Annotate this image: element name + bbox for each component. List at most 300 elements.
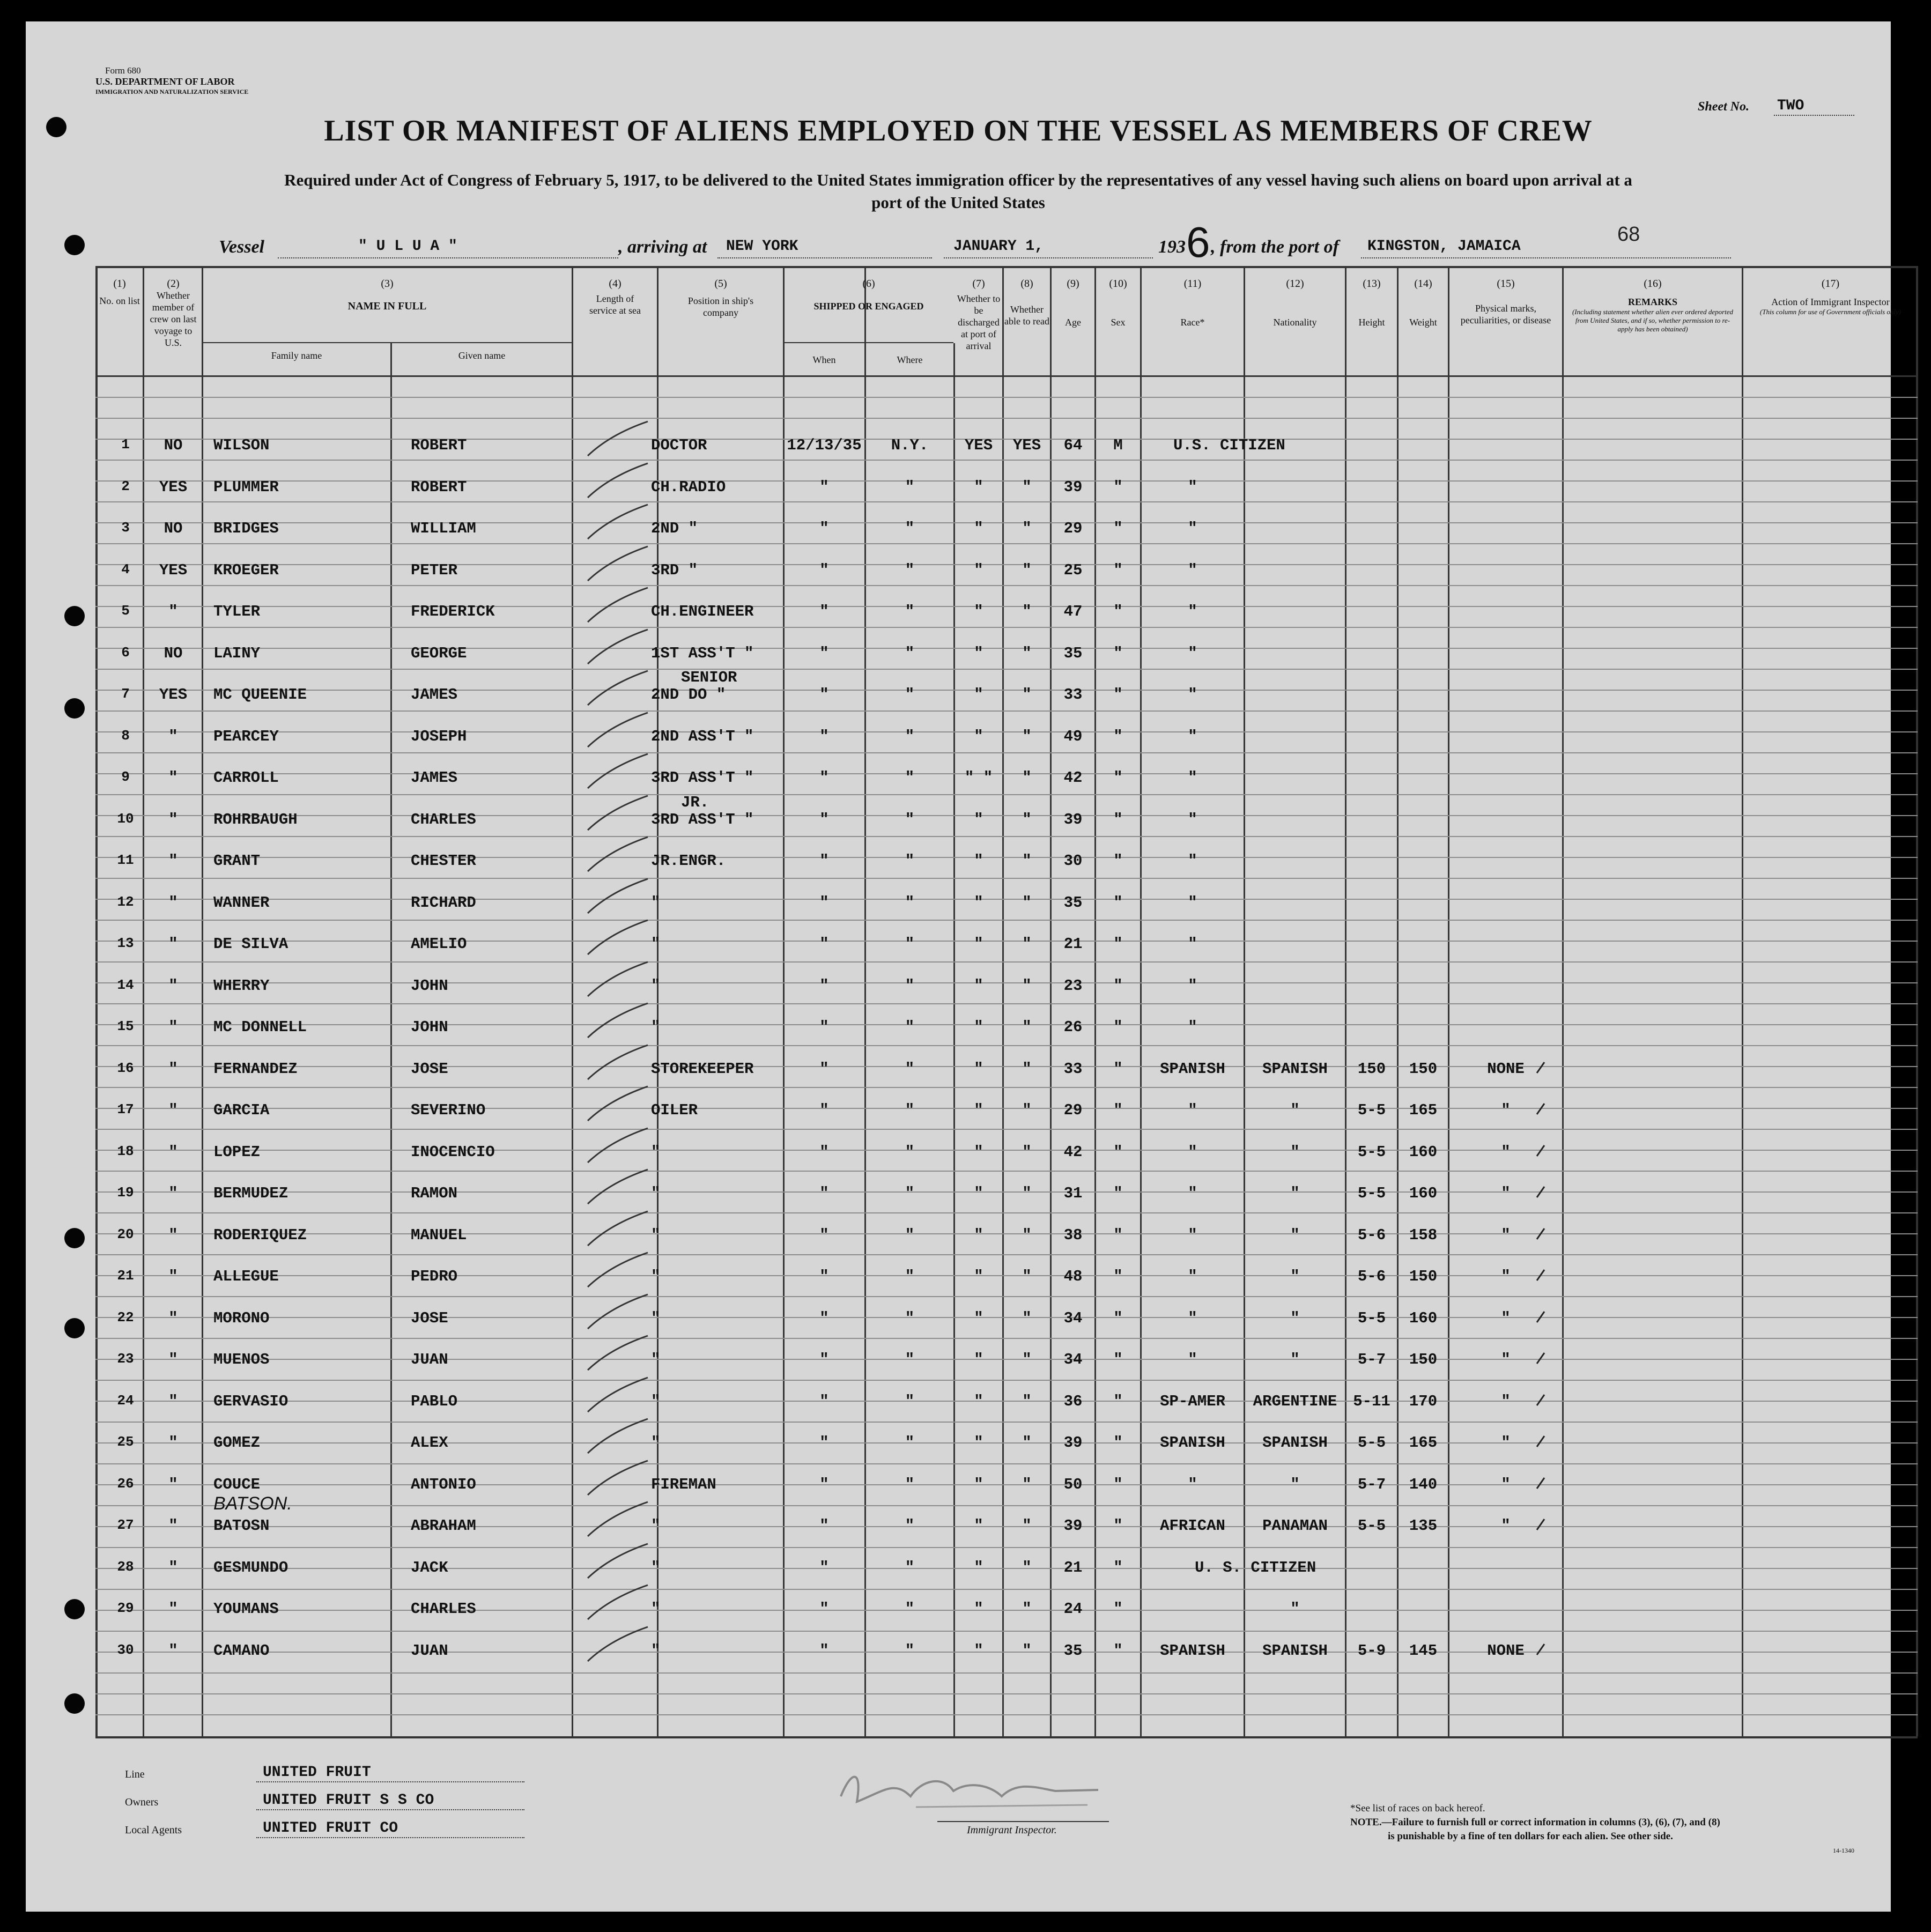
race: ": [1188, 1018, 1197, 1036]
discharged: YES: [964, 436, 993, 454]
sex: ": [1113, 1393, 1123, 1410]
previous-voyage: ": [168, 1060, 178, 1078]
col-14-header: (14) Weight: [1409, 278, 1437, 328]
shipped-where: ": [905, 1018, 915, 1036]
row-number: 15: [117, 1018, 134, 1034]
sex: ": [1113, 1101, 1123, 1119]
discharged: ": [974, 1351, 983, 1368]
discharged: ": [974, 1642, 983, 1660]
position-annotation: JR.: [681, 794, 709, 811]
weight: 150: [1409, 1351, 1438, 1368]
previous-voyage: ": [168, 1434, 178, 1452]
col-15-header: (15) Physical marks, peculiarities, or disease: [1460, 278, 1551, 325]
row-number: 8: [121, 728, 130, 744]
discharged: ": [974, 1600, 983, 1618]
given-name: INOCENCIO: [411, 1143, 495, 1161]
age: 50: [1063, 1476, 1083, 1493]
shipped-where: ": [905, 935, 915, 953]
given-name: RAMON: [411, 1185, 458, 1202]
race: ": [1188, 520, 1197, 537]
able-to-read: ": [1022, 478, 1032, 496]
discharged: ": [974, 1559, 983, 1576]
position: 3RD ": [651, 561, 698, 579]
weight: 160: [1409, 1309, 1438, 1327]
service-slash: [588, 1003, 648, 1038]
able-to-read: ": [1022, 811, 1032, 828]
able-to-read: ": [1022, 1060, 1032, 1078]
form-number: Form 680: [105, 65, 141, 76]
sex: ": [1113, 1060, 1123, 1078]
shipped-where: ": [905, 1600, 915, 1618]
shipped-where: ": [905, 478, 915, 496]
punch-hole: [64, 1693, 85, 1714]
position: ": [651, 1268, 661, 1285]
race: ": [1188, 1185, 1197, 1202]
physical-marks: NONE: [1487, 1060, 1525, 1078]
given-name: PEDRO: [411, 1268, 458, 1285]
sex: ": [1113, 478, 1123, 496]
check-mark: [1537, 1395, 1544, 1405]
given-name: GEORGE: [411, 645, 467, 662]
row-number: 12: [117, 894, 134, 910]
position: DOCTOR: [651, 436, 707, 454]
nationality: ARGENTINE: [1253, 1393, 1337, 1410]
physical-marks: ": [1501, 1351, 1511, 1368]
shipped-when: ": [819, 561, 829, 579]
row-number: 13: [117, 935, 134, 951]
nationality: ": [1290, 1309, 1300, 1327]
discharged: ": [974, 645, 983, 662]
weight: 165: [1409, 1434, 1438, 1452]
position: CH.ENGINEER: [651, 603, 754, 620]
discharged: ": [974, 728, 983, 745]
nationality: ": [1290, 1226, 1300, 1244]
weight: 158: [1409, 1226, 1438, 1244]
physical-marks: ": [1501, 1393, 1511, 1410]
nationality: ": [1290, 1351, 1300, 1368]
row-number: 22: [117, 1309, 134, 1326]
sex: ": [1113, 1600, 1123, 1618]
from-label: , from the port of: [1211, 237, 1339, 257]
race: ": [1188, 561, 1197, 579]
row-number: 4: [121, 561, 130, 578]
able-to-read: ": [1022, 1600, 1032, 1618]
subtitle-line-1: Required under Act of Congress of February 5, 1917, to be delivered to the United States immigration officer by the representatives of any vessel having such aliens on board upon arrival at a: [284, 171, 1632, 189]
sex: ": [1113, 811, 1123, 828]
shipped-where: ": [905, 1101, 915, 1119]
sex: ": [1113, 561, 1123, 579]
previous-voyage: ": [168, 1101, 178, 1119]
position: ": [651, 935, 661, 953]
given-name: WILLIAM: [411, 520, 476, 537]
position: ": [651, 1600, 661, 1618]
col-9-header: (9) Age: [1065, 278, 1081, 328]
row-number: 5: [121, 603, 130, 619]
able-to-read: ": [1022, 769, 1032, 787]
row-number: 1: [121, 436, 130, 453]
row-number: 28: [117, 1559, 134, 1575]
service-slash: [588, 920, 648, 954]
height: 5-9: [1357, 1642, 1386, 1660]
given-name: JOSEPH: [411, 728, 467, 745]
shipped-when: ": [819, 1476, 829, 1493]
col-4-header: (4) Length of service at sea: [589, 278, 641, 316]
height: 5-5: [1357, 1185, 1386, 1202]
age: 24: [1063, 1600, 1083, 1618]
family-name: TYLER: [213, 603, 261, 620]
form-code: 14-1340: [1833, 1847, 1854, 1854]
shipped-when: ": [819, 1517, 829, 1535]
shipped-where: ": [905, 686, 915, 704]
able-to-read: ": [1022, 645, 1032, 662]
col-6-header: (6) SHIPPED OR ENGAGED: [813, 278, 924, 312]
punch-hole: [64, 606, 85, 626]
previous-voyage: ": [168, 1143, 178, 1161]
service-slash: [588, 1169, 648, 1204]
family-name: GARCIA: [213, 1101, 270, 1119]
service-slash: [588, 1253, 648, 1287]
able-to-read: ": [1022, 728, 1032, 745]
position: 2ND ASS'T ": [651, 728, 754, 745]
able-to-read: ": [1022, 1517, 1032, 1535]
family-name: MORONO: [213, 1309, 270, 1327]
weight: 150: [1409, 1268, 1438, 1285]
shipped-where: ": [905, 561, 915, 579]
shipped-where: ": [905, 1393, 915, 1410]
family-name: PEARCEY: [213, 728, 279, 745]
column-divider: [1916, 266, 1918, 1736]
given-name: ALEX: [411, 1434, 448, 1452]
position: ": [651, 1143, 661, 1161]
previous-voyage: NO: [164, 436, 183, 454]
able-to-read: ": [1022, 1476, 1032, 1493]
service-slash: [588, 421, 648, 456]
family-name: ALLEGUE: [213, 1268, 279, 1285]
punch-hole: [64, 698, 85, 719]
col-16-header: (16) REMARKS (Including statement whether alien ever ordered deported from United States, and if so, whether permission to re-apply has been obtained): [1572, 278, 1734, 333]
service-slash: [588, 463, 648, 498]
previous-voyage: ": [168, 1517, 178, 1535]
age: 35: [1063, 894, 1083, 912]
sex: ": [1113, 1018, 1123, 1036]
race: SPANISH: [1160, 1060, 1225, 1078]
position: ": [651, 1517, 661, 1535]
shipped-where: ": [905, 728, 915, 745]
able-to-read: ": [1022, 520, 1032, 537]
given-name: JOHN: [411, 1018, 448, 1036]
sex: ": [1113, 603, 1123, 620]
page-title: LIST OR MANIFEST OF ALIENS EMPLOYED ON THE VESSEL AS MEMBERS OF CREW: [324, 114, 1593, 147]
discharged: ": [974, 1393, 983, 1410]
discharged: ": [974, 1309, 983, 1327]
row-number: 17: [117, 1101, 134, 1117]
row-number: 11: [117, 852, 134, 868]
age: 21: [1063, 1559, 1083, 1576]
line-label: Line: [125, 1768, 145, 1780]
service-slash: [588, 837, 648, 871]
race: AFRICAN: [1160, 1517, 1225, 1535]
given-name: CHARLES: [411, 811, 476, 828]
sex: ": [1113, 1185, 1123, 1202]
race: ": [1188, 811, 1197, 828]
sex: ": [1113, 977, 1123, 995]
physical-marks: NONE: [1487, 1642, 1525, 1660]
height: 5-11: [1353, 1393, 1390, 1410]
shipped-when: ": [819, 1393, 829, 1410]
family-name-correction: BATSON.: [213, 1493, 292, 1514]
given-name: RICHARD: [411, 894, 476, 912]
discharged: ": [974, 1517, 983, 1535]
position: 3RD ASS'T ": [651, 769, 754, 787]
age: 26: [1063, 1018, 1083, 1036]
shipped-where: ": [905, 811, 915, 828]
shipped-where: ": [905, 1268, 915, 1285]
race: ": [1188, 977, 1197, 995]
manifest-sheet: [26, 21, 1902, 1912]
race: ": [1188, 1226, 1197, 1244]
age: 23: [1063, 977, 1083, 995]
previous-voyage: ": [168, 1559, 178, 1576]
shipped-when: ": [819, 1226, 829, 1244]
position: JR.ENGR.: [651, 852, 726, 870]
row-number: 14: [117, 977, 134, 993]
sex: ": [1113, 1351, 1123, 1368]
shipped-where: ": [905, 645, 915, 662]
col-6a-header: When: [812, 354, 836, 365]
shipped-when: ": [819, 1351, 829, 1368]
position: ": [651, 1185, 661, 1202]
shipped-when: ": [819, 686, 829, 704]
shipped-when: ": [819, 478, 829, 496]
shipped-where: ": [905, 1185, 915, 1202]
col-11-header: (11) Race*: [1180, 278, 1205, 328]
arrival-date: JANUARY 1,: [953, 238, 1044, 255]
service-slash: [588, 546, 648, 581]
given-name: JOSE: [411, 1309, 448, 1327]
age: 33: [1063, 1060, 1083, 1078]
shipped-where: ": [905, 1351, 915, 1368]
service-slash: [588, 1585, 648, 1619]
able-to-read: ": [1022, 1642, 1032, 1660]
discharged: ": [974, 935, 983, 953]
family-name: FERNANDEZ: [213, 1060, 298, 1078]
previous-voyage: ": [168, 769, 178, 787]
shipped-when: ": [819, 520, 829, 537]
check-mark: [1537, 1519, 1544, 1530]
service-slash: [588, 1378, 648, 1412]
age: 39: [1063, 1434, 1083, 1452]
previous-voyage: ": [168, 852, 178, 870]
race: SP-AMER: [1160, 1393, 1225, 1410]
able-to-read: ": [1022, 1268, 1032, 1285]
height: 5-5: [1357, 1434, 1386, 1452]
family-name: WILSON: [213, 436, 270, 454]
family-name: PLUMMER: [213, 478, 279, 496]
punch-hole: [46, 117, 66, 137]
shipped-when: ": [819, 728, 829, 745]
sex: ": [1113, 1476, 1123, 1493]
col-1-header: (1) No. on list: [99, 278, 140, 306]
race: ": [1188, 1351, 1197, 1368]
previous-voyage: ": [168, 1309, 178, 1327]
discharged: " ": [964, 769, 993, 787]
position: ": [651, 977, 661, 995]
race: ": [1188, 769, 1197, 787]
service-slash: [588, 1461, 648, 1495]
able-to-read: ": [1022, 977, 1032, 995]
previous-voyage: ": [168, 1185, 178, 1202]
col-3a-header: Family name: [271, 350, 322, 361]
shipped-where: ": [905, 1143, 915, 1161]
race: ": [1188, 1309, 1197, 1327]
race: ": [1188, 645, 1197, 662]
able-to-read: ": [1022, 603, 1032, 620]
shipped-where: ": [905, 1517, 915, 1535]
sex: ": [1113, 1226, 1123, 1244]
sex: ": [1113, 645, 1123, 662]
nationality: ": [1290, 1476, 1300, 1493]
age: 42: [1063, 1143, 1083, 1161]
able-to-read: ": [1022, 686, 1032, 704]
discharged: ": [974, 1143, 983, 1161]
able-to-read: ": [1022, 561, 1032, 579]
col-5-header: (5) Position in ship's company: [687, 278, 754, 318]
physical-marks: ": [1501, 1185, 1511, 1202]
race: ": [1188, 1101, 1197, 1119]
punch-hole: [64, 235, 85, 255]
penalty-note-2: is punishable by a fine of ten dollars for each alien. See other side.: [1388, 1831, 1673, 1842]
col-3-header: (3) NAME IN FULL: [347, 278, 427, 312]
inspector-signature: [819, 1759, 1120, 1823]
family-name: DE SILVA: [213, 935, 288, 953]
sex: ": [1113, 1559, 1123, 1576]
previous-voyage: ": [168, 811, 178, 828]
nationality: SPANISH: [1262, 1060, 1328, 1078]
given-name: JUAN: [411, 1351, 448, 1368]
vessel-value: " U L U A ": [358, 238, 457, 255]
age: 34: [1063, 1309, 1083, 1327]
height: 5-6: [1357, 1268, 1386, 1285]
check-mark: [1537, 1436, 1544, 1447]
row-number: 10: [117, 811, 134, 827]
check-mark: [1537, 1478, 1544, 1489]
penalty-note-1: NOTE.—Failure to furnish full or correct information in columns (3), (6), (7), and (8): [1350, 1817, 1720, 1828]
service-slash: [588, 1336, 648, 1370]
position: ": [651, 1309, 661, 1327]
able-to-read: ": [1022, 1018, 1032, 1036]
row-number: 9: [121, 769, 130, 785]
family-name: YOUMANS: [213, 1600, 279, 1618]
discharged: ": [974, 811, 983, 828]
col-12-header: (12) Nationality: [1273, 278, 1317, 328]
punch-hole: [64, 1228, 85, 1248]
position: 3RD ASS'T ": [651, 811, 754, 828]
family-name: RODERIQUEZ: [213, 1226, 307, 1244]
given-name: MANUEL: [411, 1226, 467, 1244]
discharged: ": [974, 1226, 983, 1244]
weight: 150: [1409, 1060, 1438, 1078]
row-number: 19: [117, 1185, 134, 1201]
col-7-header: (7) Whether to be discharged at port of arrival: [957, 278, 1001, 351]
discharged: ": [974, 1268, 983, 1285]
height: 150: [1357, 1060, 1386, 1078]
race: ": [1188, 935, 1197, 953]
inspector-underline: [937, 1821, 1109, 1822]
row-number: 2: [121, 478, 130, 494]
sex: ": [1113, 728, 1123, 745]
able-to-read: ": [1022, 1143, 1032, 1161]
physical-marks: ": [1501, 1309, 1511, 1327]
check-mark: [1537, 1353, 1544, 1364]
shipped-where: N.Y.: [891, 436, 929, 454]
service-slash: [588, 1294, 648, 1329]
age: 48: [1063, 1268, 1083, 1285]
nationality: ": [1290, 1600, 1300, 1618]
check-mark: [1537, 1062, 1544, 1073]
given-name: JACK: [411, 1559, 448, 1576]
family-name: GOMEZ: [213, 1434, 261, 1452]
position: ": [651, 1018, 661, 1036]
shipped-where: ": [905, 1476, 915, 1493]
able-to-read: ": [1022, 1101, 1032, 1119]
row-number: 6: [121, 645, 130, 661]
nationality: PANAMAN: [1262, 1517, 1328, 1535]
family-name: BATOSN: [213, 1517, 270, 1535]
discharged: ": [974, 1476, 983, 1493]
service-slash: [588, 1419, 648, 1453]
previous-voyage: NO: [164, 645, 183, 662]
given-name: ROBERT: [411, 436, 467, 454]
sex: ": [1113, 1143, 1123, 1161]
shipped-when: ": [819, 1600, 829, 1618]
race: ": [1188, 478, 1197, 496]
height: 5-5: [1357, 1517, 1386, 1535]
service-slash: [588, 1045, 648, 1079]
col-3b-header: Given name: [458, 350, 506, 361]
position: STOREKEEPER: [651, 1060, 754, 1078]
discharged: ": [974, 686, 983, 704]
row-number: 27: [117, 1517, 134, 1533]
shipped-when: ": [819, 1642, 829, 1660]
year-label: 193: [1158, 237, 1186, 257]
sheet-label: Sheet No.: [1698, 100, 1749, 114]
position: CH.RADIO: [651, 478, 726, 496]
age: 39: [1063, 1517, 1083, 1535]
weight: 170: [1409, 1393, 1438, 1410]
family-name: GRANT: [213, 852, 261, 870]
nationality: ": [1290, 1268, 1300, 1285]
row-number: 16: [117, 1060, 134, 1076]
family-name: COUCE: [213, 1476, 261, 1493]
owners-underline: [256, 1809, 524, 1810]
punch-hole: [64, 1599, 85, 1619]
age: 30: [1063, 852, 1083, 870]
race: SPANISH: [1160, 1434, 1225, 1452]
age: 25: [1063, 561, 1083, 579]
col-13-header: (13) Height: [1358, 278, 1385, 328]
line-underline: [256, 1781, 524, 1782]
sex: ": [1113, 1517, 1123, 1535]
family-name: CARROLL: [213, 769, 279, 787]
able-to-read: ": [1022, 1185, 1032, 1202]
sex: ": [1113, 1268, 1123, 1285]
service-slash: [588, 588, 648, 622]
owners-value: UNITED FRUIT S S CO: [263, 1792, 434, 1809]
row-number: 7: [121, 686, 130, 702]
row-number: 20: [117, 1226, 134, 1242]
age: 35: [1063, 645, 1083, 662]
able-to-read: ": [1022, 1393, 1032, 1410]
